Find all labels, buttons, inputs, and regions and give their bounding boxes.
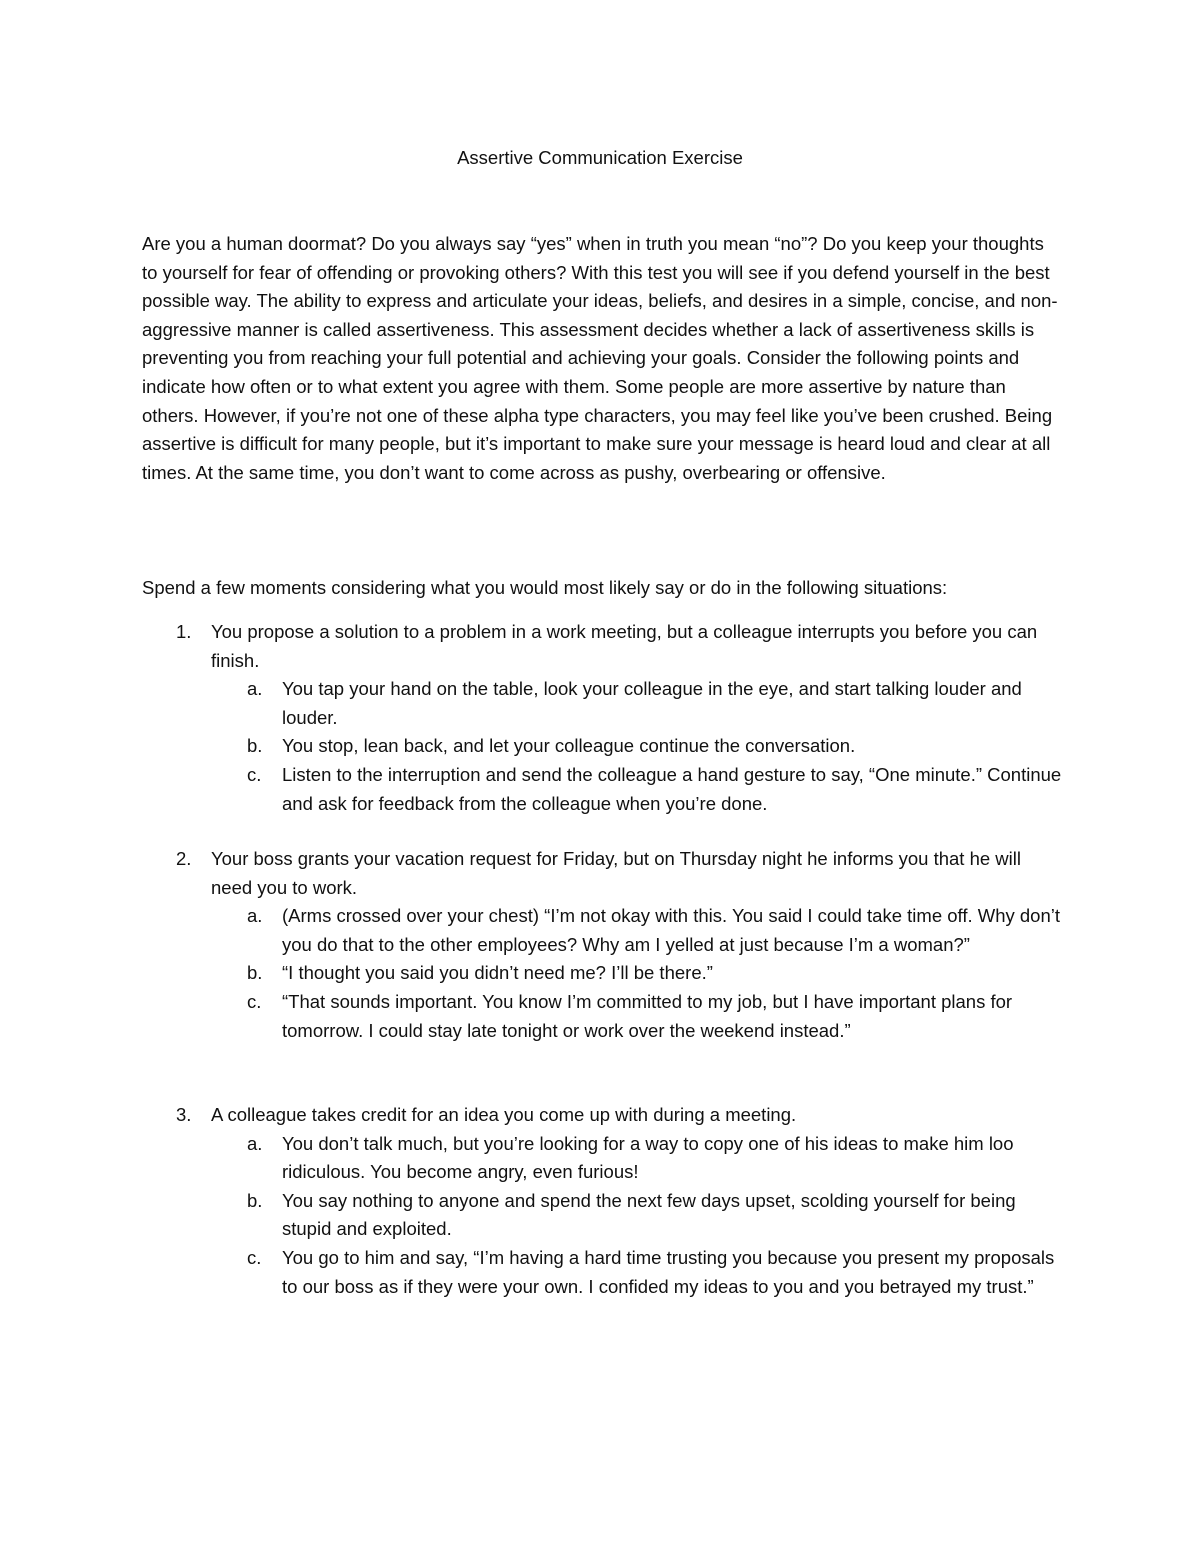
answer-option-c: [142, 761, 1062, 818]
question-number: 3.: [176, 1104, 192, 1125]
answer-options: [142, 902, 1062, 1045]
question-stem: [142, 845, 1062, 902]
option-text: You stop, lean back, and let your colleague continue the conversation.: [282, 735, 856, 757]
answer-option-b: [142, 959, 1062, 988]
answer-option-a: [142, 1130, 1062, 1187]
option-letter: a.: [247, 905, 263, 927]
answer-options: [142, 1130, 1062, 1302]
question-text: You propose a solution to a problem in a work meeting, but a colleague interrupts you before you can finish.: [211, 621, 1038, 671]
option-letter: c.: [247, 763, 262, 785]
option-letter: c.: [247, 990, 262, 1012]
page-title: Assertive Communication Exercise: [457, 147, 743, 168]
question-number: 1.: [176, 621, 192, 642]
answer-option-b: [142, 732, 1062, 761]
option-text: Listen to the interruption and send the colleague a hand gesture to say, “One minute.” Continue and ask for feedback from the colleague when you’re done.: [282, 763, 1062, 814]
question-stem: [142, 1101, 1062, 1130]
option-text: “That sounds important. You know I’m committed to my job, but I have important plans for tomorrow. I could stay late tonight or work over the weekend instead.”: [282, 990, 1013, 1041]
intro-paragraph: Are you a human doormat? Do you always say “yes” when in truth you mean “no”? Do you keep your thoughts to yourself for fear of offending or provoking others? With this test you will see if you defend yourself in the best possible way. The ability to express and articulate your ideas, beliefs, and desires in a simple, concise, and non-aggressive manner is called assertiveness. This assessment decides whether a lack of assertiveness skills is preventing you from reaching your full potential and achieving your goals. Consider the following points and indicate how often or to what extent you agree with them. Some people are more assertive by nature than others. However, if you’re not one of these alpha type characters, you may feel like you’ve been crushed. Being assertive is difficult for many people, but it’s important to make sure your message is heard loud and clear at all times. At the same time, you don’t want to come across as pushy, overbearing or offensive.: [142, 233, 1058, 483]
answer-option-a: [142, 675, 1062, 732]
question-stem: [142, 618, 1062, 675]
option-letter: b.: [247, 962, 263, 984]
answer-option-b: [142, 1187, 1062, 1244]
question-2: [142, 845, 1062, 1045]
option-letter: a.: [247, 678, 263, 700]
option-text: You say nothing to anyone and spend the next few days upset, scolding yourself for being stupid and exploited.: [282, 1189, 1016, 1240]
option-letter: b.: [247, 1189, 263, 1211]
option-text: You go to him and say, “I’m having a hard time trusting you because you present my proposals to our boss as if they were your own. I confided my ideas to you and you betrayed my trust.”: [282, 1246, 1055, 1297]
question-text: Your boss grants your vacation request for Friday, but on Thursday night he informs you that he will need you to work.: [211, 848, 1021, 898]
option-text: You don’t talk much, but you’re looking for a way to copy one of his ideas to make him loo ridiculous. You become angry, even furious!: [282, 1132, 1014, 1183]
option-letter: a.: [247, 1132, 263, 1154]
option-text: “I thought you said you didn’t need me? I’ll be there.”: [282, 962, 713, 984]
option-letter: b.: [247, 735, 263, 757]
question-1: [142, 618, 1062, 818]
answer-option-c: [142, 988, 1062, 1045]
option-text: (Arms crossed over your chest) “I’m not okay with this. You said I could take time off. Why don’t you do that to the other employees? Why am I yelled at just because I’m a woman?”: [282, 905, 1061, 955]
answer-option-a: [142, 902, 1062, 959]
question-3: [142, 1101, 1062, 1301]
answer-options: [142, 675, 1062, 818]
option-text: You tap your hand on the table, look your colleague in the eye, and start talking louder and louder.: [282, 678, 1022, 728]
question-number: 2.: [176, 848, 192, 869]
instructions-paragraph: Spend a few moments considering what you would most likely say or do in the following situations:: [142, 577, 948, 598]
option-letter: c.: [247, 1246, 262, 1268]
question-text: A colleague takes credit for an idea you come up with during a meeting.: [211, 1104, 797, 1125]
answer-option-c: [142, 1244, 1062, 1301]
